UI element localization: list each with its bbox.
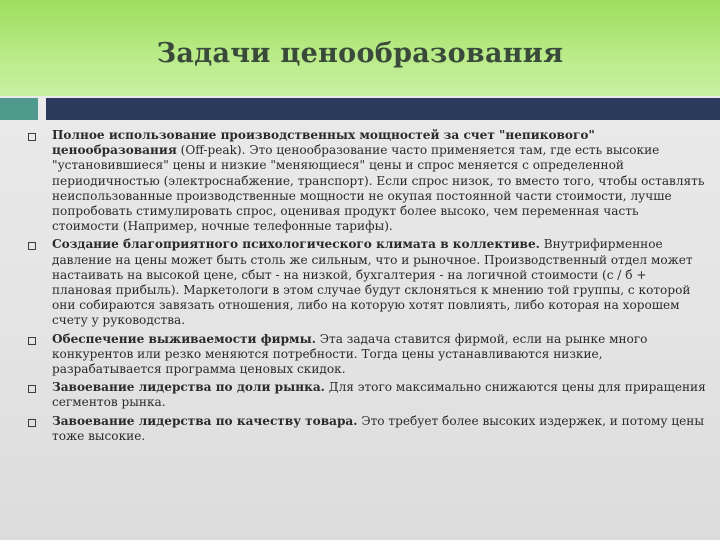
list-item-body: Эта задача ставится фирмой, если на рынке много конкурентов или резко меняются потребности. Тогда цены устанавливаются низкие, разрабатывается программа ценовых скидок. bbox=[52, 331, 648, 377]
list-item bbox=[22, 414, 706, 444]
list-item-text bbox=[52, 128, 706, 234]
square-bullet-icon bbox=[28, 419, 36, 427]
list-item-heading: Завоевание лидерства по качеству товара. bbox=[52, 413, 358, 428]
list-item bbox=[22, 332, 706, 378]
square-bullet-icon bbox=[28, 242, 36, 250]
list-item bbox=[22, 128, 706, 234]
accent-bar-left bbox=[0, 98, 38, 120]
bullet-list bbox=[22, 128, 706, 447]
list-item-body: Внутрифирменное давление на цены может быть столь же сильным, что и рыночное. Производственный отдел может настаивать на высокой цене, сбыт - на низкой, бухгалтерия - на логичной стоимости (с / б + плановая прибыль). Маркетологи в этом случае будут склоняться к мнению той группы, с которой они собираются завязать отношения, либо на которую хотят повлиять, либо которая на хорошем счету у руководства. bbox=[52, 237, 693, 328]
list-item-body: Это требует более высоких издержек, и потому цены тоже высокие. bbox=[52, 413, 704, 443]
list-item-text bbox=[52, 414, 706, 444]
slide-title: Задачи ценообразования bbox=[156, 38, 564, 69]
list-item-text bbox=[52, 380, 706, 410]
square-bullet-icon bbox=[28, 133, 36, 141]
list-item-body: (Off-peak). Это ценообразование часто применяется там, где есть высокие "установившиеся" цены и низкие "меняющиеся" цены и спрос меняется с определенной периодичностью (электроснабжение, транспорт). Если спрос низок, то вместо того, чтобы оставлять неиспользованные производственные мощности не окупая постоянной части стоимости, лучше попробовать стимулировать спрос, оценивая продукт более высоко, чем переменная часть стоимости (Например, ночные телефонные тарифы). bbox=[52, 143, 705, 234]
list-item-heading: Завоевание лидерства по доли рынка. bbox=[52, 380, 325, 395]
list-item bbox=[22, 237, 706, 328]
list-item bbox=[22, 380, 706, 410]
accent-bar-right bbox=[46, 98, 720, 120]
list-item-heading: Создание благоприятного психологического климата в коллективе. bbox=[52, 237, 540, 252]
list-item-text bbox=[52, 332, 706, 378]
square-bullet-icon bbox=[28, 337, 36, 345]
list-item-heading: Полное использование производственных мощностей за счет "непикового" ценообразования bbox=[52, 128, 595, 158]
list-item-heading: Обеспечение выживаемости фирмы. bbox=[52, 331, 316, 346]
list-item-body: Для этого максимально снижаются цены для приращения сегментов рынка. bbox=[52, 380, 706, 410]
square-bullet-icon bbox=[28, 385, 36, 393]
list-item-text bbox=[52, 237, 706, 328]
